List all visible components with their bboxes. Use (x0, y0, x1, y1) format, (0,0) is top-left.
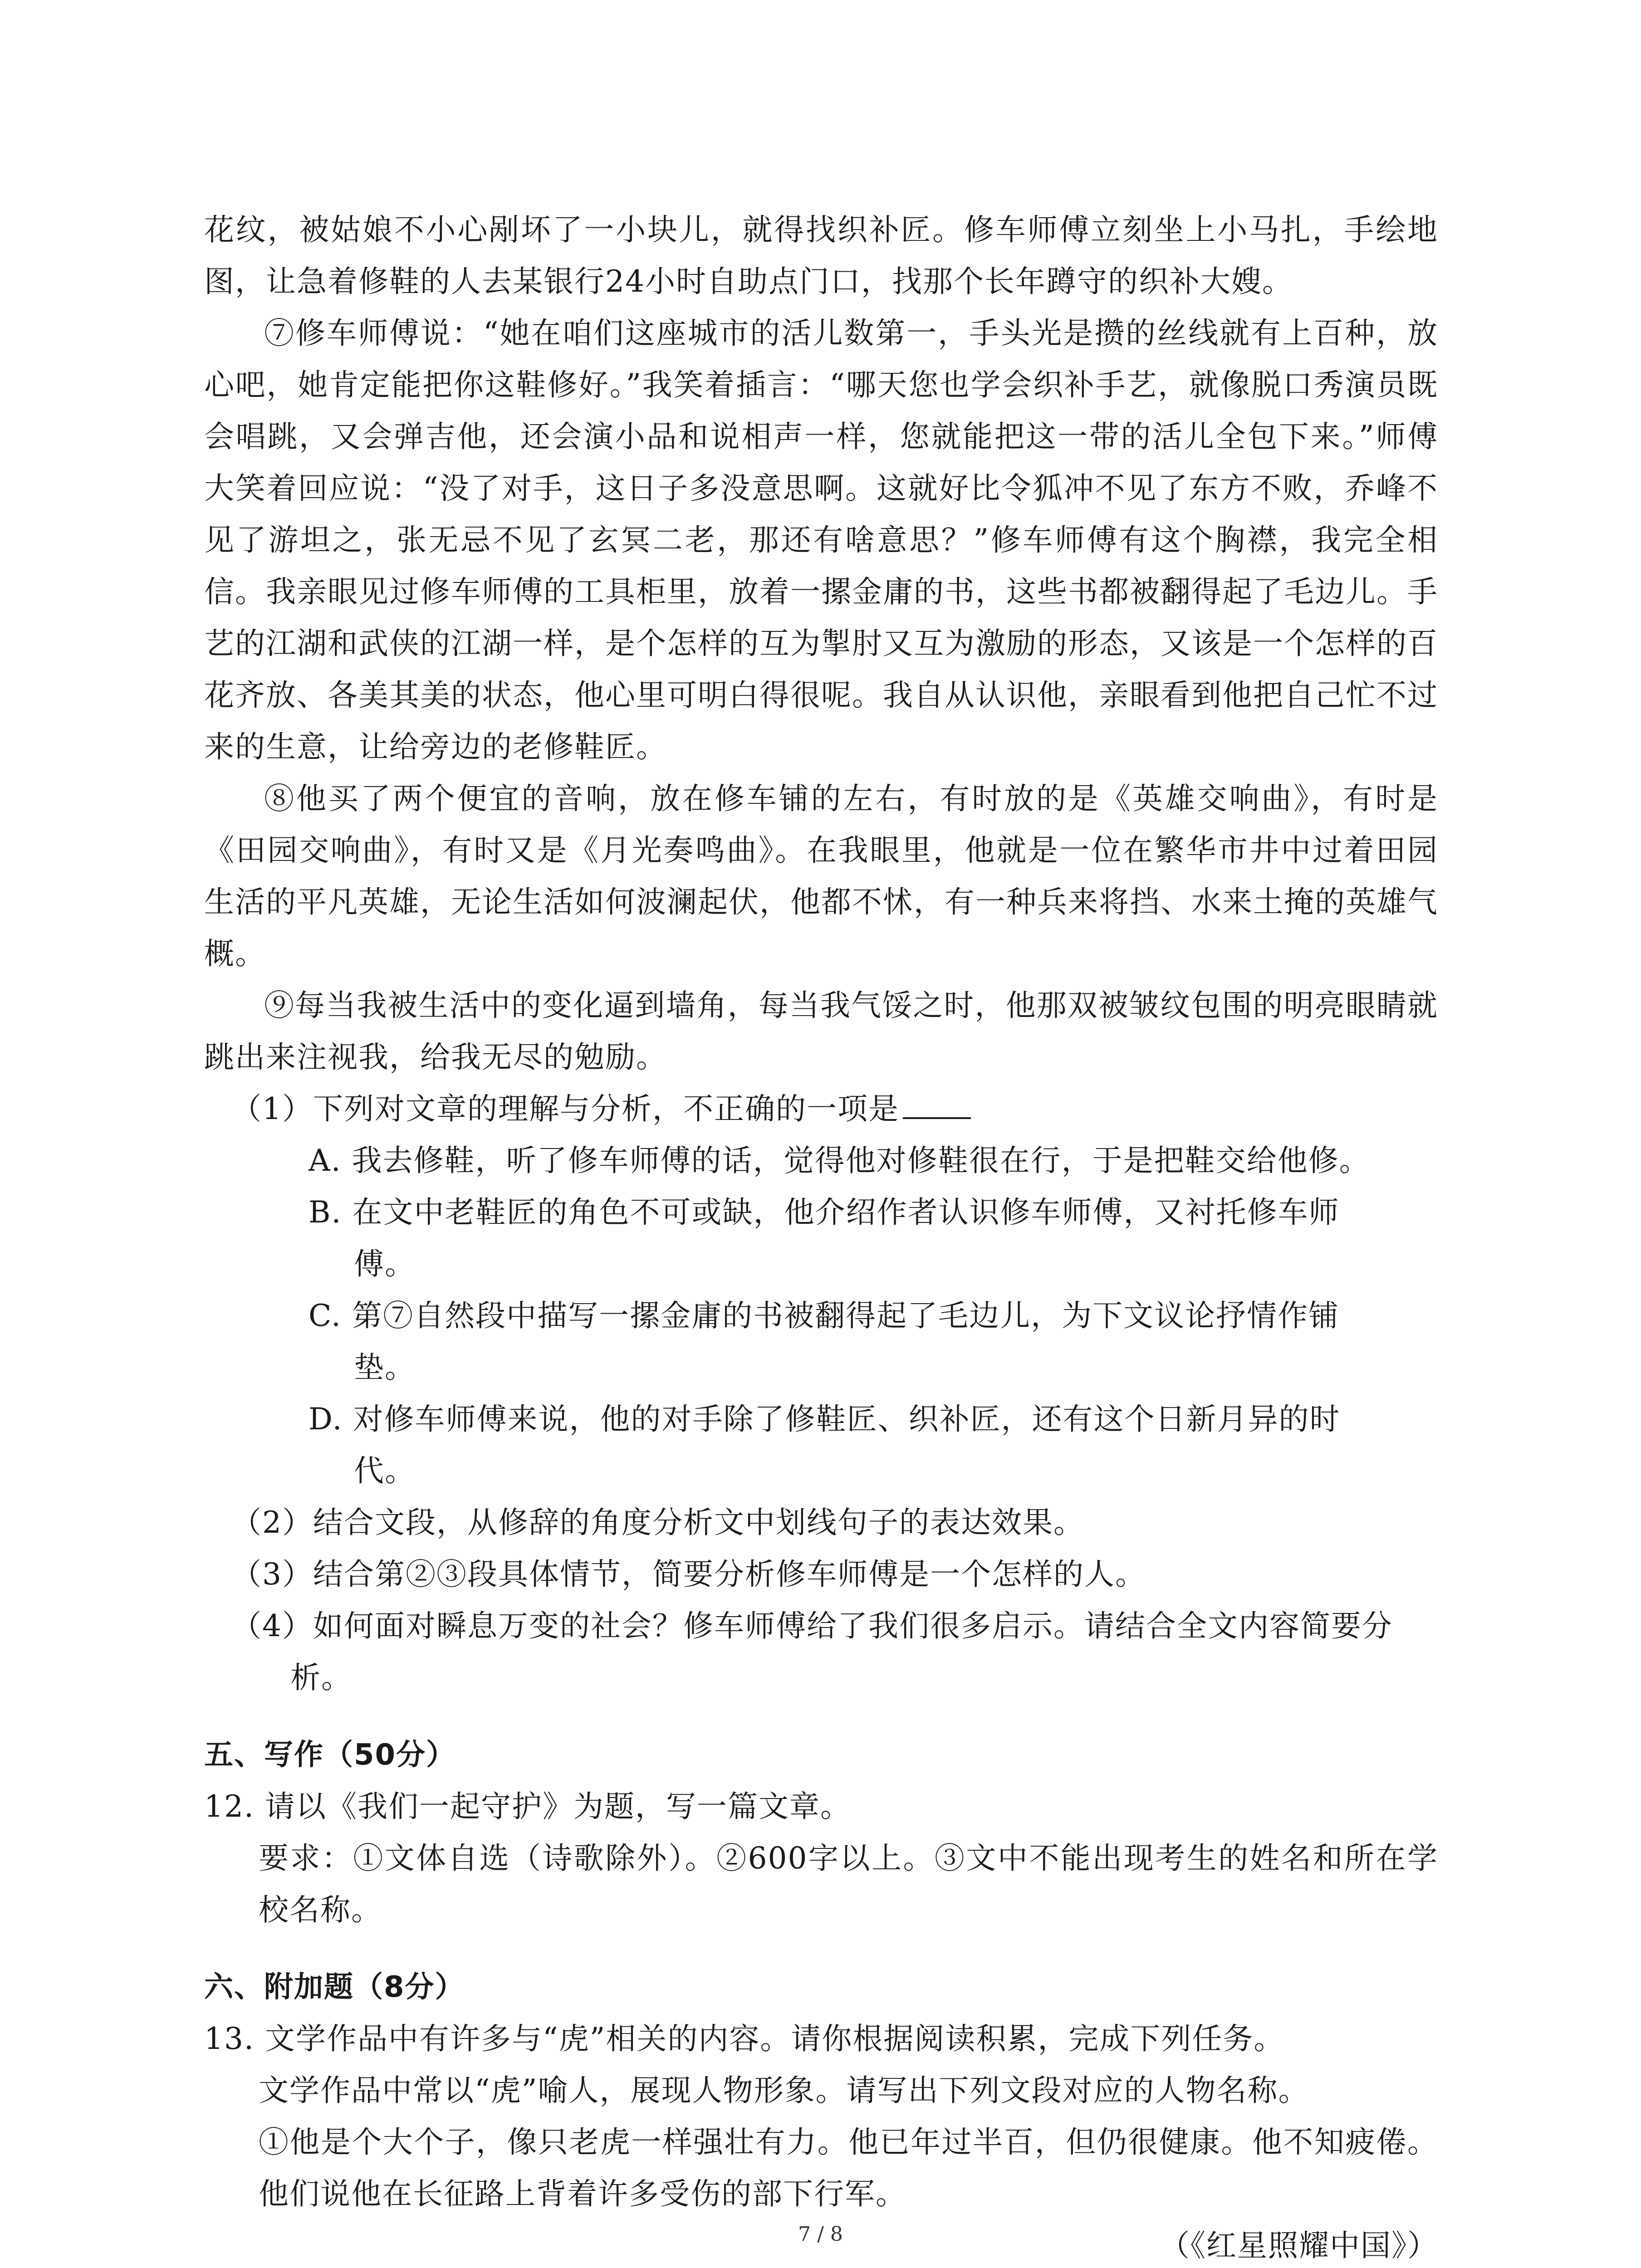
section-6-title: 六、附加题（8分） (204, 1970, 465, 2004)
question-1-text: （1）下列对文章的理解与分析，不正确的一项是 (231, 1091, 899, 1126)
page-content (204, 204, 1438, 2268)
question-1 (204, 1083, 1438, 1135)
item-13: 13. 文学作品中有许多与“虎”相关的内容。请你根据阅读积累，完成下列任务。 (204, 2021, 1285, 2056)
passage-paragraph-7: ⑦修车师傅说：“她在咱们这座城市的活儿数第一，手头光是攒的丝线就有上百种，放心吧，她肯定能把你这鞋修好。”我笑着插言：“哪天您也学会织补手艺，就像脱口秀演员既会唱跳，又会弹吉他，还会演小品和说相声一样，您就能把这一带的活儿全包下来。”师傅大笑着回应说：“没了对手，这日子多没意思啊。这就好比令狐冲不见了东方不败，乔峰不见了游坦之，张无忌不见了玄冥二老，那还有啥意思？”修车师傅有这个胸襟，我完全相信。我亲眼见过修车师傅的工具柜里，放着一摞金庸的书，这些书都被翻得起了毛边儿。手艺的江湖和武侠的江湖一样，是个怎样的互为掣肘又互为激励的形态，又该是一个怎样的百花齐放、各美其美的状态，他心里可明白得很呢。我自从认识他，亲眼看到他把自己忙不过来的生意，让给旁边的老修鞋匠。 (204, 316, 1438, 764)
page-number: 7 / 8 (798, 2223, 843, 2246)
section-5-title: 五、写作（50分） (204, 1738, 456, 1772)
passage-paragraph-9: ⑨每当我被生活中的变化逼到墙角，每当我气馁之时，他那双被皱纹包围的明亮眼睛就跳出来注视我，给我无尽的勉励。 (204, 988, 1438, 1075)
question-1-option-b: B. 在文中老鞋匠的角色不可或缺，他介绍作者认识修车师傅，又衬托修车师傅。 (309, 1195, 1340, 1281)
item-13-passage-1-source: （《红星照耀中国》） (1160, 2228, 1438, 2263)
item-13-passage-1: ①他是个大个子，像只老虎一样强壮有力。他已年过半百，但仍很健康。他不知疲倦。他们说他在长征路上背着许多受伤的部下行军。 (259, 2125, 1438, 2211)
item-13-intro: 文学作品中常以“虎”喻人，展现人物形象。请写出下列文段对应的人物名称。 (259, 2073, 1309, 2108)
question-1-option-d: D. 对修车师傅来说，他的对手除了修鞋匠、织补匠，还有这个日新月异的时代。 (309, 1402, 1341, 1488)
question-3: （3）结合第②③段具体情节，简要分析修车师傅是一个怎样的人。 (231, 1557, 1146, 1592)
item-12-requirements: 要求：①文体自选（诗歌除外）。②600字以上。③文中不能出现考生的姓名和所在学校名称。 (259, 1841, 1438, 1927)
question-2: （2）结合文段，从修辞的角度分析文中划线句子的表达效果。 (231, 1505, 1084, 1540)
answer-blank[interactable] (903, 1090, 971, 1119)
question-4: （4）如何面对瞬息万变的社会？修车师傅给了我们很多启示。请结合全文内容简要分析。 (231, 1608, 1393, 1695)
passage-paragraph-continued: 花纹，被姑娘不小心剐坏了一小块儿，就得找织补匠。修车师傅立刻坐上小马扎，手绘地图，让急着修鞋的人去某银行24小时自助点门口，找那个长年蹲守的织补大嫂。 (204, 212, 1438, 299)
question-1-option-c: C. 第⑦自然段中描写一摞金庸的书被翻得起了毛边儿，为下文议论抒情作铺垫。 (309, 1298, 1340, 1385)
item-12: 12. 请以《我们一起守护》为题，写一篇文章。 (204, 1789, 851, 1824)
passage-paragraph-8: ⑧他买了两个便宜的音响，放在修车铺的左右，有时放的是《英雄交响曲》，有时是《田园交响曲》，有时又是《月光奏鸣曲》。在我眼里，他就是一位在繁华市井中过着田园生活的平凡英雄，无论生活如何波澜起伏，他都不怵，有一种兵来将挡、水来土掩的英雄气概。 (204, 781, 1438, 971)
question-1-option-a: A. 我去修鞋，听了修车师傅的话，觉得他对修鞋很在行，于是把鞋交给他修。 (309, 1143, 1370, 1178)
